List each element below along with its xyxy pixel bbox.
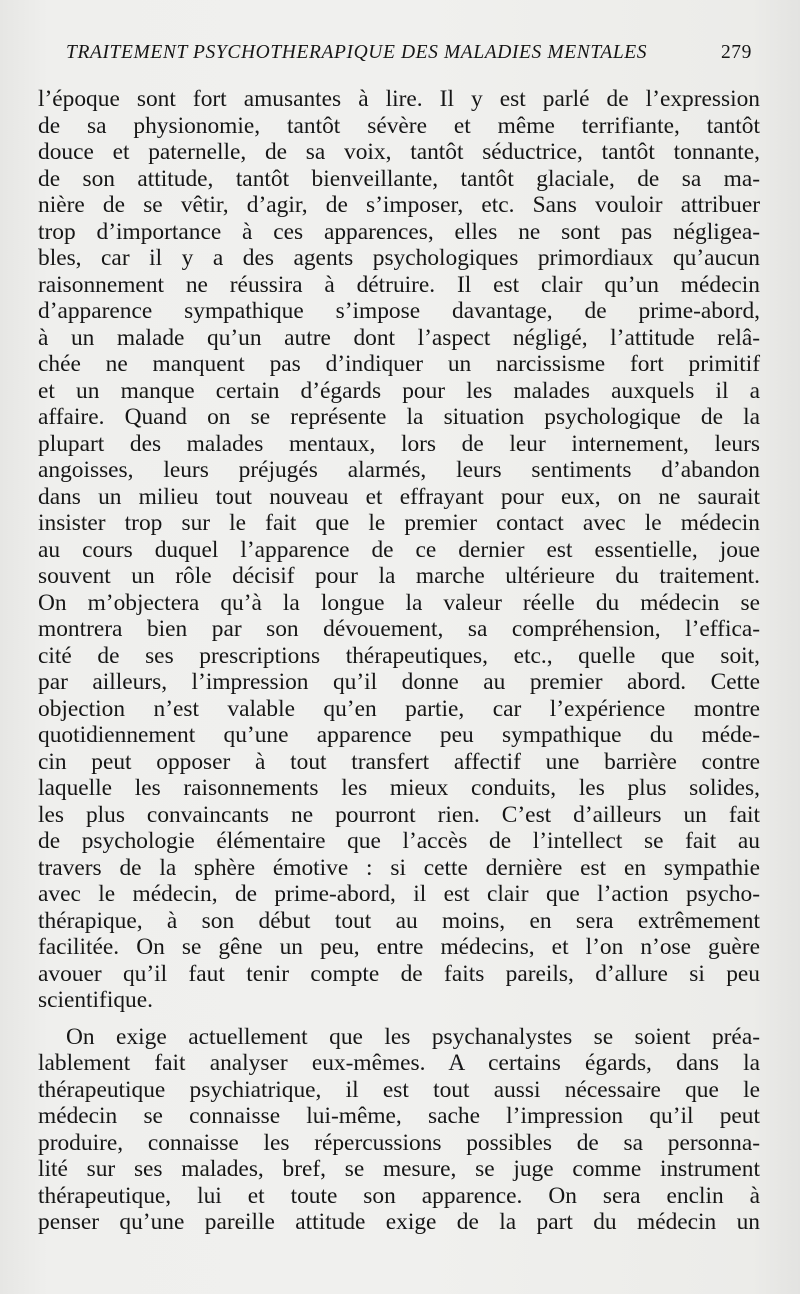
paragraph <box>38 1024 760 1236</box>
text-line: les plus convaincants ne pourront rien. C’est d’ailleurs un fait <box>38 801 760 828</box>
text-line: trop d’importance à ces apparences, elles ne sont pas négligea- <box>38 218 760 245</box>
text-line: avec le médecin, de prime-abord, il est clair que l’action psycho- <box>38 881 760 907</box>
text-line: à un malade qu’un autre dont l’aspect négligé, l’attitude relâ- <box>38 324 760 351</box>
text-line: produire, connaisse les répercussions possibles de sa personna- <box>38 1129 760 1156</box>
text-line: de psychologie élémentaire que l’accès de l’intellect se fait au <box>38 828 760 854</box>
text-line: thérapeutique psychiatrique, il est tout aussi nécessaire que le <box>38 1076 760 1103</box>
text-line: On m’objectera qu’à la longue la valeur réelle du médecin se <box>38 589 760 616</box>
text-line: plupart des malades mentaux, lors de leur internement, leurs <box>38 430 760 457</box>
text-line: thérapeutique, lui et toute son apparence. On sera enclin à <box>38 1182 760 1209</box>
text-line: scientifique. <box>38 987 153 1013</box>
text-line: médecin se connaisse lui-même, sache l’impression qu’il peut <box>38 1103 760 1129</box>
paragraph-gap <box>38 1014 760 1024</box>
text-line: penser qu’une pareille attitude exige de la part du médecin un <box>38 1209 760 1235</box>
text-line: On exige actuellement que les psychanalystes se soient préa- <box>66 1023 760 1050</box>
text-line: cité de ses prescriptions thérapeutiques, etc., quelle que soit, <box>38 642 760 669</box>
text-line: affaire. Quand on se représente la situation psychologique de la <box>38 404 760 430</box>
text-line: facilitée. On se gêne un peu, entre médecins, et l’on n’ose guère <box>38 934 760 960</box>
page-number: 279 <box>720 42 752 63</box>
text-line: lité sur ses malades, bref, se mesure, se juge comme instrument <box>38 1156 760 1182</box>
text-line: par ailleurs, l’impression qu’il donne au premier abord. Cette <box>38 669 760 695</box>
text-line: angoisses, leurs préjugés alarmés, leurs sentiments d’abandon <box>38 457 760 483</box>
text-line: cin peut opposer à tout transfert affectif une barrière contre <box>38 748 760 775</box>
running-title: TRAITEMENT PSYCHOTHERAPIQUE DES MALADIES MENTALES <box>66 42 648 63</box>
text-line: souvent un rôle décisif pour la marche ultérieure du traitement. <box>38 563 760 589</box>
text-line: de son attitude, tantôt bienveillante, tantôt glaciale, de sa ma- <box>38 165 760 192</box>
text-line: et un manque certain d’égards pour les malades auxquels il a <box>38 377 760 404</box>
text-line: thérapique, à son début tout au moins, en sera extrêmement <box>38 907 760 934</box>
running-header <box>66 42 760 72</box>
paragraph <box>38 86 760 1014</box>
text-line: laquelle les raisonnements les mieux conduits, les plus solides, <box>38 775 760 801</box>
text-line: insister trop sur le fait que le premier contact avec le médecin <box>38 510 760 536</box>
text-line: objection n’est valable qu’en partie, car l’expérience montre <box>38 695 760 722</box>
text-line: avouer qu’il faut tenir compte de faits pareils, d’allure si peu <box>38 960 760 987</box>
body-text <box>38 86 760 1236</box>
text-line: dans un milieu tout nouveau et effrayant pour eux, on ne saurait <box>38 483 760 510</box>
text-line: bles, car il y a des agents psychologiques primordiaux qu’aucun <box>38 245 760 271</box>
text-line: quotidiennement qu’une apparence peu sympathique du méde- <box>38 722 760 748</box>
text-line: chée ne manquent pas d’indiquer un narcissisme fort primitif <box>38 351 760 377</box>
text-line: nière de se vêtir, d’agir, de s’imposer, etc. Sans vouloir attribuer <box>38 192 760 218</box>
text-line: au cours duquel l’apparence de ce dernier est essentielle, joue <box>38 536 760 563</box>
text-line: raisonnement ne réussira à détruire. Il est clair qu’un médecin <box>38 271 760 298</box>
text-line: de sa physionomie, tantôt sévère et même terrifiante, tantôt <box>38 112 760 139</box>
text-line: d’apparence sympathique s’impose davantage, de prime-abord, <box>38 298 760 324</box>
text-line: montrera bien par son dévouement, sa compréhension, l’effica- <box>38 616 760 642</box>
text-line: douce et paternelle, de sa voix, tantôt séductrice, tantôt tonnante, <box>38 139 760 165</box>
text-line: l’époque sont fort amusantes à lire. Il y est parlé de l’expression <box>38 86 760 112</box>
text-line: lablement fait analyser eux-mêmes. A certains égards, dans la <box>38 1050 760 1076</box>
text-line: travers de la sphère émotive : si cette dernière est en sympathie <box>38 854 760 881</box>
